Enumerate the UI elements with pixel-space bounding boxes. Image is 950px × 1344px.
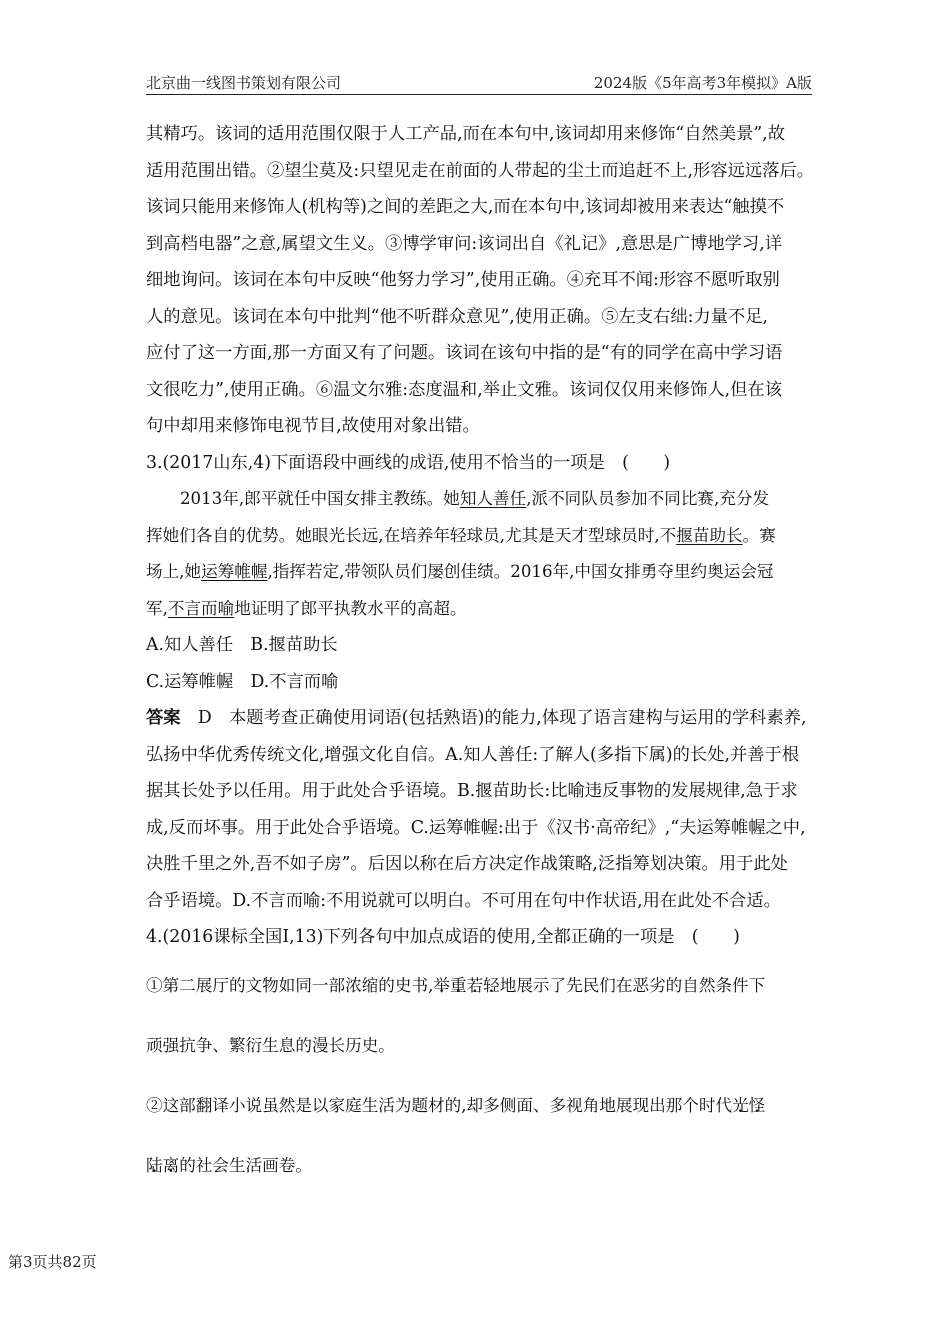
page-body: [146, 116, 816, 1196]
dotted-char: . 光: [732, 1096, 749, 1115]
answer-label: 答案: [146, 708, 181, 728]
question-3-options-cd: C.运筹帷幄 D.不言而喻: [146, 671, 339, 692]
passage-text: 。赛: [742, 525, 776, 545]
question-3-stem: 3.(2017山东,4)下面语段中画线的成语,使用不恰当的一项是 ( ): [146, 452, 671, 473]
dotted-char: . 若: [467, 976, 484, 995]
passage-text: 场上,她: [146, 562, 202, 581]
text-line: 到高档电器”之意,属望文生义。③博学审问:该词出自《礼记》,意思是广博地学习,详: [146, 233, 782, 254]
passage-text: ,派不同队员参加不同比赛,充分发: [526, 489, 770, 508]
passage-text: 地证明了郎平执教水平的高超。: [234, 598, 467, 618]
passage-line: [146, 481, 816, 518]
text-line: 适用范围出错。②望尘莫及:只望见走在前面的人带起的尘土而追赶不上,形容远远落后。: [146, 160, 815, 181]
dotted-char: . 轻: [483, 976, 500, 995]
sentence-2: [146, 1076, 816, 1136]
passage-text: ,指挥若定,带领队员们屡创佳绩。2016年,中国女排勇夺里约奥运会冠: [267, 562, 774, 581]
text-line: 其精巧。该词的适用范围仅限于人工产品,而在本句中,该词却用来修饰“自然美景”,故: [146, 124, 785, 144]
sentence-1: [146, 956, 816, 1016]
sentence-1-cont: 顽强抗争、繁衍生息的漫长历史。: [146, 1035, 395, 1055]
question-4-sentences: [146, 956, 816, 1196]
sentence-text: 地展示了先民们在恶劣的自然条件下: [499, 975, 766, 995]
underlined-idiom: 运筹帷幄: [201, 562, 268, 581]
question-4-stem: 4.(2016课标全国Ⅰ,13)下列各句中加点成语的使用,全都正确的一项是 ( ): [146, 927, 740, 947]
sentence-text: 的社会生活画卷。: [179, 1155, 312, 1175]
analysis-line: 合乎语境。D.不言而喻:不用说就可以明白。不可用在句中作状语,用在此处不合适。: [146, 890, 781, 911]
passage-text: 2013年,郎平就任中国女排主教练。她: [180, 489, 460, 508]
passage-line: [146, 591, 816, 628]
text-line: 人的意见。该词在本句中批判“他不听群众意见”,使用正确。⑤左支右绌:力量不足,: [146, 306, 769, 327]
question-3-passage: [146, 481, 816, 627]
page-header: [146, 70, 812, 95]
passage-text: 挥她们各自的优势。她眼光长远,在培养年轻球员,尤其是天才型球员时,不: [146, 525, 677, 545]
text-line: 细地询问。该词在本句中反映“他努力学习”,使用正确。④充耳不闻:形容不愿听取别: [146, 270, 780, 290]
explanation-block: [146, 116, 816, 445]
underlined-idiom: 不言而喻: [167, 598, 235, 618]
underlined-idiom: 知人善任: [459, 489, 527, 508]
analysis-line: 决胜千里之外,吾不如子房”。后因以称在后方决定作战策略,泛指筹划决策。用于此处: [146, 854, 788, 874]
publisher-name: 北京曲一线图书策划有限公司: [146, 74, 342, 92]
sentence-2-cont: [146, 1136, 816, 1196]
sentence-text: ②这部翻译小说虽然是以家庭生活为题材的,却多侧面、多视角地展现出那个时代: [146, 1095, 733, 1115]
text-line: 文很吃力”,使用正确。⑥温文尔雅:态度温和,举止文雅。该词仅仅用来修饰人,但在该: [146, 379, 782, 400]
page-number: 第3页共82页: [8, 1253, 97, 1271]
dotted-char: . 离: [163, 1156, 180, 1175]
passage-text: 军,: [146, 598, 168, 618]
answer-text: D 本题考查正确使用词语(包括熟语)的能力,体现了语言建构与运用的学科素养,: [180, 708, 807, 728]
answer-line: [146, 700, 816, 737]
dotted-char: . 怪: [749, 1096, 766, 1115]
analysis-line: 成,反而坏事。用于此处合乎语境。C.运筹帷幄:出于《汉书·高帝纪》,“夫运筹帷幄之中,: [146, 817, 806, 838]
dotted-char: . 重: [450, 976, 467, 995]
text-line: 应付了这一方面,那一方面又有了问题。该词在该句中指的是“有的同学在高中学习语: [146, 343, 783, 363]
analysis-line: 据其长处予以任用。用于此处合乎语境。B.揠苗助长:比喻违反事物的发展规律,急于求: [146, 781, 798, 801]
passage-line: [146, 518, 816, 555]
book-title: 2024版《5年高考3年模拟》A版: [593, 74, 812, 92]
dotted-char: . 举: [433, 976, 450, 995]
passage-line: [146, 554, 816, 591]
text-line: 句中却用来修饰电视节目,故使用对象出错。: [146, 416, 480, 436]
underlined-idiom: 揠苗助长: [676, 525, 743, 545]
text-line: 该词只能用来修饰人(机构等)之间的差距之大,而在本句中,该词却被用来表达“触摸不: [146, 197, 785, 217]
analysis-line: 弘扬中华优秀传统文化,增强文化自信。A.知人善任:了解人(多指下属)的长处,并善于根: [146, 744, 800, 765]
question-3-options-ab: A.知人善任 B.揠苗助长: [146, 635, 338, 655]
sentence-text: ①第二展厅的文物如同一部浓缩的史书,: [146, 975, 434, 995]
dotted-char: . 陆: [146, 1156, 163, 1175]
